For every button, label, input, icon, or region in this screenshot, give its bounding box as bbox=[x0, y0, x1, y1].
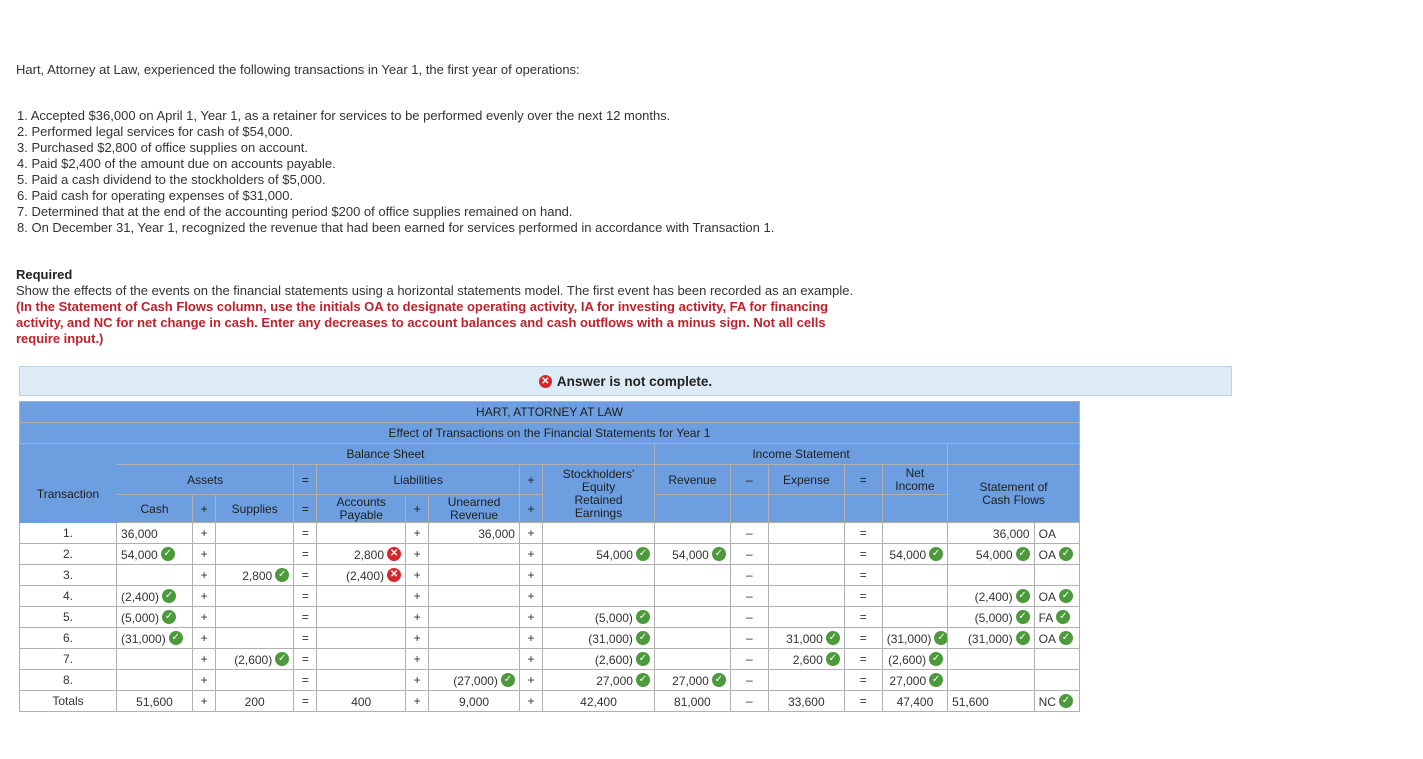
act-cell[interactable] bbox=[1034, 649, 1079, 670]
scf-value: (31,000) bbox=[967, 631, 1013, 646]
ni-cell[interactable] bbox=[882, 586, 947, 607]
stockholders-equity-header bbox=[543, 465, 655, 523]
plus-op: + bbox=[192, 691, 215, 712]
correct-check-icon: ✓ bbox=[1056, 610, 1070, 624]
equals-op: = bbox=[844, 565, 882, 586]
scf-value: 54,000 bbox=[975, 547, 1013, 562]
equals-op: = bbox=[844, 670, 882, 691]
cash-value: 51,600 bbox=[136, 694, 173, 709]
correct-check-icon: ✓ bbox=[1059, 589, 1073, 603]
answer-status-text: Answer is not complete. bbox=[556, 373, 713, 389]
exp-cell[interactable] bbox=[768, 544, 844, 565]
equals-op: = bbox=[844, 607, 882, 628]
ur-cell[interactable] bbox=[429, 586, 520, 607]
cash-flows-header bbox=[948, 465, 1080, 523]
cash-cell[interactable] bbox=[117, 670, 193, 691]
correct-check-icon: ✓ bbox=[636, 652, 650, 666]
plus-op: + bbox=[406, 523, 429, 544]
supplies-cell[interactable] bbox=[216, 628, 294, 649]
row-label: 6. bbox=[20, 628, 117, 649]
correct-check-icon: ✓ bbox=[929, 673, 943, 687]
plus-op: + bbox=[406, 628, 429, 649]
equals-op: = bbox=[844, 586, 882, 607]
plus-op: + bbox=[192, 495, 215, 523]
act-cell[interactable] bbox=[1034, 544, 1079, 565]
scf-cell[interactable] bbox=[948, 649, 1034, 670]
row-label: 5. bbox=[20, 607, 117, 628]
answer-status-banner bbox=[19, 366, 1232, 396]
ap-line-1: Accounts bbox=[336, 494, 386, 509]
ap-cell[interactable] bbox=[317, 544, 406, 565]
ni-cell[interactable] bbox=[882, 544, 947, 565]
rev-value: 27,000 bbox=[672, 673, 709, 688]
equals-op: = bbox=[294, 495, 317, 523]
totals-row bbox=[20, 691, 1080, 712]
plus-op: + bbox=[192, 628, 215, 649]
plus-op: + bbox=[519, 691, 542, 712]
table-row bbox=[20, 670, 1080, 691]
revenue-header: Revenue bbox=[654, 465, 730, 495]
supplies-value: (2,600) bbox=[234, 652, 273, 667]
equals-op: = bbox=[294, 607, 317, 628]
ap-cell[interactable] bbox=[317, 607, 406, 628]
supplies-cell[interactable] bbox=[216, 607, 294, 628]
row-label: 3. bbox=[20, 565, 117, 586]
minus-op: – bbox=[730, 586, 768, 607]
re-value: (5,000) bbox=[594, 610, 633, 625]
correct-check-icon: ✓ bbox=[161, 547, 175, 561]
balance-sheet-header: Balance Sheet bbox=[117, 444, 655, 465]
re-cell[interactable] bbox=[543, 565, 655, 586]
ap-value: 2,800 bbox=[353, 547, 385, 562]
re-cell[interactable] bbox=[543, 691, 655, 712]
expense-header: Expense bbox=[768, 465, 844, 495]
table-row bbox=[20, 586, 1080, 607]
ur-value: 36,000 bbox=[478, 526, 515, 541]
required-heading: Required bbox=[16, 267, 73, 282]
rev-value: 54,000 bbox=[672, 547, 709, 562]
re-value: 42,400 bbox=[580, 694, 617, 709]
equals-op: = bbox=[844, 544, 882, 565]
plus-op: + bbox=[406, 670, 429, 691]
correct-check-icon: ✓ bbox=[1016, 547, 1030, 561]
transaction-list bbox=[17, 108, 774, 236]
plus-op: + bbox=[192, 670, 215, 691]
ap-value: (2,400) bbox=[345, 568, 385, 583]
ur-cell[interactable] bbox=[429, 691, 520, 712]
plus-op: + bbox=[519, 607, 542, 628]
correct-check-icon: ✓ bbox=[826, 631, 840, 645]
row-label: 2. bbox=[20, 544, 117, 565]
rev-cell[interactable] bbox=[654, 607, 730, 628]
transaction-item: 7. Determined that at the end of the accounting period $200 of office supplies remained on hand. bbox=[17, 204, 573, 219]
ur-cell[interactable] bbox=[429, 649, 520, 670]
supplies-value: 200 bbox=[244, 694, 265, 709]
exp-cell[interactable] bbox=[768, 523, 844, 544]
equals-op: = bbox=[844, 628, 882, 649]
equals-op: = bbox=[844, 523, 882, 544]
plus-op: + bbox=[192, 607, 215, 628]
ur-cell[interactable] bbox=[429, 523, 520, 544]
correct-check-icon: ✓ bbox=[275, 652, 289, 666]
se-line-1: Stockholders' bbox=[562, 466, 635, 481]
incorrect-x-icon: ✕ bbox=[387, 568, 401, 582]
ap-line-2: Payable bbox=[339, 507, 383, 522]
scf-value: (5,000) bbox=[974, 610, 1013, 625]
re-cell[interactable] bbox=[543, 649, 655, 670]
ni-cell[interactable] bbox=[882, 649, 947, 670]
ap-cell[interactable] bbox=[317, 649, 406, 670]
ni-value: 27,000 bbox=[889, 673, 927, 688]
ur-value: 9,000 bbox=[459, 694, 490, 709]
re-cell[interactable] bbox=[543, 628, 655, 649]
transaction-item: 1. Accepted $36,000 on April 1, Year 1, as a retainer for services to be performed evenly over the next 12 months. bbox=[17, 108, 671, 123]
row-label: 1. bbox=[20, 523, 117, 544]
ur-line-2: Revenue bbox=[450, 507, 499, 522]
minus-op: – bbox=[730, 565, 768, 586]
rev-cell[interactable] bbox=[654, 565, 730, 586]
correct-check-icon: ✓ bbox=[712, 673, 726, 687]
ni-value: (2,600) bbox=[888, 652, 927, 667]
correct-check-icon: ✓ bbox=[1059, 547, 1073, 561]
scf-cell[interactable] bbox=[948, 565, 1034, 586]
supplies-value: 2,800 bbox=[242, 568, 273, 583]
re-line-2: Earnings bbox=[574, 505, 623, 520]
cash-cell[interactable] bbox=[117, 628, 193, 649]
scf-cell[interactable] bbox=[948, 628, 1034, 649]
plus-op: + bbox=[406, 495, 429, 523]
exp-cell[interactable] bbox=[768, 628, 844, 649]
correct-check-icon: ✓ bbox=[929, 652, 943, 666]
re-value: 54,000 bbox=[596, 547, 633, 562]
rev-cell[interactable] bbox=[654, 628, 730, 649]
equals-op: = bbox=[294, 465, 317, 495]
ap-value: 400 bbox=[351, 694, 372, 709]
ni-cell[interactable] bbox=[882, 607, 947, 628]
cash-cell[interactable] bbox=[117, 586, 193, 607]
transaction-header: Transaction bbox=[20, 465, 117, 523]
plus-op: + bbox=[519, 544, 542, 565]
correct-check-icon: ✓ bbox=[169, 631, 183, 645]
ap-cell[interactable] bbox=[317, 670, 406, 691]
table-row bbox=[20, 607, 1080, 628]
act-value: FA bbox=[1038, 610, 1054, 625]
se-line-2: Equity bbox=[581, 479, 616, 494]
re-line-1: Retained bbox=[574, 492, 623, 507]
rev-cell[interactable] bbox=[654, 544, 730, 565]
equals-op: = bbox=[294, 628, 317, 649]
plus-op: + bbox=[406, 586, 429, 607]
re-value: (2,600) bbox=[594, 652, 633, 667]
ni-value: (31,000) bbox=[886, 631, 932, 646]
cash-value: (2,400) bbox=[121, 589, 160, 604]
equals-op: = bbox=[294, 586, 317, 607]
required-text: Show the effects of the events on the financial statements using a horizontal statements model. The first event has been recorded as an example. bbox=[16, 283, 854, 298]
rev-cell[interactable] bbox=[654, 670, 730, 691]
act-cell[interactable] bbox=[1034, 628, 1079, 649]
cash-cell[interactable] bbox=[117, 607, 193, 628]
transaction-item: 6. Paid cash for operating expenses of $31,000. bbox=[17, 188, 294, 203]
incorrect-x-icon: ✕ bbox=[387, 547, 401, 561]
equals-op: = bbox=[844, 465, 882, 495]
re-cell[interactable] bbox=[543, 544, 655, 565]
minus-op: – bbox=[730, 628, 768, 649]
correct-check-icon: ✓ bbox=[636, 673, 650, 687]
rev-cell[interactable] bbox=[654, 691, 730, 712]
correct-check-icon: ✓ bbox=[826, 652, 840, 666]
equals-op: = bbox=[844, 649, 882, 670]
equals-op: = bbox=[294, 544, 317, 565]
exp-cell[interactable] bbox=[768, 565, 844, 586]
ni-cell[interactable] bbox=[882, 523, 947, 544]
exp-cell[interactable] bbox=[768, 649, 844, 670]
minus-op: – bbox=[730, 544, 768, 565]
minus-op: – bbox=[730, 465, 768, 495]
supplies-cell[interactable] bbox=[216, 691, 294, 712]
plus-op: + bbox=[519, 586, 542, 607]
supplies-cell[interactable] bbox=[216, 670, 294, 691]
scf-line-1: Statement of bbox=[979, 479, 1048, 494]
table-subtitle: Effect of Transactions on the Financial Statements for Year 1 bbox=[20, 423, 1080, 444]
cash-value: 54,000 bbox=[121, 547, 158, 562]
correct-check-icon: ✓ bbox=[1059, 694, 1073, 708]
row-label: 7. bbox=[20, 649, 117, 670]
rev-cell[interactable] bbox=[654, 523, 730, 544]
ur-cell[interactable] bbox=[429, 544, 520, 565]
correct-check-icon: ✓ bbox=[712, 547, 726, 561]
ni-value: 54,000 bbox=[889, 547, 927, 562]
act-value: OA bbox=[1038, 547, 1056, 562]
supplies-cell[interactable] bbox=[216, 523, 294, 544]
supplies-cell[interactable] bbox=[216, 586, 294, 607]
ni-value: 47,400 bbox=[896, 694, 934, 709]
ur-cell[interactable] bbox=[429, 607, 520, 628]
re-cell[interactable] bbox=[543, 523, 655, 544]
minus-op: – bbox=[730, 607, 768, 628]
act-cell[interactable] bbox=[1034, 565, 1079, 586]
supplies-header: Supplies bbox=[216, 495, 294, 523]
correct-check-icon: ✓ bbox=[1016, 631, 1030, 645]
exp-cell[interactable] bbox=[768, 670, 844, 691]
exp-cell[interactable] bbox=[768, 586, 844, 607]
act-value: OA bbox=[1038, 526, 1056, 541]
plus-op: + bbox=[192, 565, 215, 586]
correct-check-icon: ✓ bbox=[275, 568, 289, 582]
ni-cell[interactable] bbox=[882, 670, 947, 691]
scf-line-2: Cash Flows bbox=[982, 492, 1045, 507]
exp-value: 33,600 bbox=[787, 694, 825, 709]
cash-cell[interactable] bbox=[117, 691, 193, 712]
income-statement-header: Income Statement bbox=[654, 444, 947, 465]
cash-cell[interactable] bbox=[117, 523, 193, 544]
transaction-item: 8. On December 31, Year 1, recognized the revenue that had been earned for services performed in accordance with Transaction 1. bbox=[17, 220, 775, 235]
minus-op: – bbox=[730, 523, 768, 544]
scf-value: (2,400) bbox=[974, 589, 1013, 604]
scf-value: 36,000 bbox=[992, 526, 1030, 541]
ap-cell[interactable] bbox=[317, 628, 406, 649]
equals-op: = bbox=[844, 691, 882, 712]
cash-value: (31,000) bbox=[121, 631, 166, 646]
cash-header: Cash bbox=[117, 495, 193, 523]
unearned-revenue-header bbox=[429, 495, 520, 523]
correct-check-icon: ✓ bbox=[1016, 610, 1030, 624]
act-value: OA bbox=[1038, 631, 1056, 646]
liabilities-header: Liabilities bbox=[317, 465, 520, 495]
plus-op: + bbox=[519, 628, 542, 649]
ap-cell[interactable] bbox=[317, 565, 406, 586]
company-title: HART, ATTORNEY AT LAW bbox=[20, 402, 1080, 423]
minus-op: – bbox=[730, 691, 768, 712]
ur-line-1: Unearned bbox=[447, 494, 501, 509]
plus-op: + bbox=[519, 649, 542, 670]
act-value: NC bbox=[1038, 694, 1056, 709]
transaction-item: 5. Paid a cash dividend to the stockholders of $5,000. bbox=[17, 172, 326, 187]
plus-op: + bbox=[192, 523, 215, 544]
act-value: OA bbox=[1038, 589, 1056, 604]
cash-value: (5,000) bbox=[121, 610, 160, 625]
equals-op: = bbox=[294, 523, 317, 544]
plus-op: + bbox=[519, 565, 542, 586]
row-label: 4. bbox=[20, 586, 117, 607]
minus-op: – bbox=[730, 670, 768, 691]
table-row bbox=[20, 628, 1080, 649]
plus-op: + bbox=[192, 544, 215, 565]
plus-op: + bbox=[519, 495, 542, 523]
exp-value: 31,000 bbox=[786, 631, 823, 646]
exp-cell[interactable] bbox=[768, 691, 844, 712]
equals-op: = bbox=[294, 565, 317, 586]
correct-check-icon: ✓ bbox=[162, 610, 176, 624]
plus-op: + bbox=[406, 544, 429, 565]
rev-cell[interactable] bbox=[654, 586, 730, 607]
cash-cell[interactable] bbox=[117, 649, 193, 670]
correct-check-icon: ✓ bbox=[1059, 631, 1073, 645]
supplies-cell[interactable] bbox=[216, 544, 294, 565]
correct-check-icon: ✓ bbox=[162, 589, 176, 603]
ur-cell[interactable] bbox=[429, 628, 520, 649]
act-cell[interactable] bbox=[1034, 523, 1079, 544]
ni-line-2: Income bbox=[895, 478, 935, 493]
re-cell[interactable] bbox=[543, 607, 655, 628]
net-income-header bbox=[882, 465, 947, 495]
equals-op: = bbox=[294, 691, 317, 712]
correct-check-icon: ✓ bbox=[501, 673, 515, 687]
correct-check-icon: ✓ bbox=[1016, 589, 1030, 603]
ni-cell[interactable] bbox=[882, 691, 947, 712]
ap-cell[interactable] bbox=[317, 586, 406, 607]
incorrect-icon: ✕ bbox=[539, 375, 552, 388]
act-cell[interactable] bbox=[1034, 691, 1079, 712]
table-row bbox=[20, 544, 1080, 565]
correct-check-icon: ✓ bbox=[636, 631, 650, 645]
act-cell[interactable] bbox=[1034, 607, 1079, 628]
row-label: Totals bbox=[20, 691, 117, 712]
scf-cell[interactable] bbox=[948, 523, 1034, 544]
transaction-item: 3. Purchased $2,800 of office supplies on account. bbox=[17, 140, 309, 155]
exp-value: 2,600 bbox=[792, 652, 823, 667]
transaction-item: 2. Performed legal services for cash of $54,000. bbox=[17, 124, 294, 139]
correct-check-icon: ✓ bbox=[929, 547, 943, 561]
plus-op: + bbox=[519, 523, 542, 544]
minus-op: – bbox=[730, 649, 768, 670]
required-section bbox=[16, 267, 866, 347]
ur-cell[interactable] bbox=[429, 565, 520, 586]
correct-check-icon: ✓ bbox=[934, 631, 947, 645]
rev-value: 81,000 bbox=[674, 694, 711, 709]
correct-check-icon: ✓ bbox=[636, 547, 650, 561]
ni-cell[interactable] bbox=[882, 565, 947, 586]
ni-cell[interactable] bbox=[882, 628, 947, 649]
rev-cell[interactable] bbox=[654, 649, 730, 670]
supplies-cell[interactable] bbox=[216, 565, 294, 586]
accounts-payable-header bbox=[317, 495, 406, 523]
plus-op: + bbox=[406, 691, 429, 712]
plus-op: + bbox=[192, 649, 215, 670]
cash-value: 36,000 bbox=[121, 526, 158, 541]
scf-cell[interactable] bbox=[948, 691, 1034, 712]
re-value: 27,000 bbox=[596, 673, 633, 688]
ap-cell[interactable] bbox=[317, 691, 406, 712]
scf-cell[interactable] bbox=[948, 607, 1034, 628]
assets-header: Assets bbox=[117, 465, 294, 495]
scf-cell[interactable] bbox=[948, 670, 1034, 691]
plus-op: + bbox=[406, 565, 429, 586]
ur-value: (27,000) bbox=[453, 673, 498, 688]
act-cell[interactable] bbox=[1034, 670, 1079, 691]
plus-op: + bbox=[519, 670, 542, 691]
table-row bbox=[20, 649, 1080, 670]
plus-op: + bbox=[406, 607, 429, 628]
cash-cell[interactable] bbox=[117, 565, 193, 586]
required-instruction: (In the Statement of Cash Flows column, use the initials OA to designate operating activity, IA for investing activity, FA for financing activity, and NC for net change in cash. Enter any decreases to account balances and cash outflows with a minus sign. Not all cells require input.) bbox=[16, 299, 829, 346]
re-cell[interactable] bbox=[543, 586, 655, 607]
intro-text: Hart, Attorney at Law, experienced the following transactions in Year 1, the first year of operations: bbox=[16, 62, 580, 77]
transaction-item: 4. Paid $2,400 of the amount due on accounts payable. bbox=[17, 156, 336, 171]
plus-op: + bbox=[406, 649, 429, 670]
re-value: (31,000) bbox=[588, 631, 633, 646]
cash-cell[interactable] bbox=[117, 544, 193, 565]
scf-cell[interactable] bbox=[948, 544, 1034, 565]
horizontal-statements-model bbox=[19, 401, 1080, 712]
scf-cell[interactable] bbox=[948, 586, 1034, 607]
scf-value: 51,600 bbox=[952, 694, 989, 709]
ap-cell[interactable] bbox=[317, 523, 406, 544]
table-row bbox=[20, 523, 1080, 544]
act-cell[interactable] bbox=[1034, 586, 1079, 607]
ni-line-1: Net bbox=[905, 465, 925, 480]
exp-cell[interactable] bbox=[768, 607, 844, 628]
equals-op: = bbox=[294, 670, 317, 691]
ur-cell[interactable] bbox=[429, 670, 520, 691]
table-row bbox=[20, 565, 1080, 586]
row-label: 8. bbox=[20, 670, 117, 691]
re-cell[interactable] bbox=[543, 670, 655, 691]
correct-check-icon: ✓ bbox=[636, 610, 650, 624]
supplies-cell[interactable] bbox=[216, 649, 294, 670]
plus-op: + bbox=[519, 465, 542, 495]
equals-op: = bbox=[294, 649, 317, 670]
plus-op: + bbox=[192, 586, 215, 607]
